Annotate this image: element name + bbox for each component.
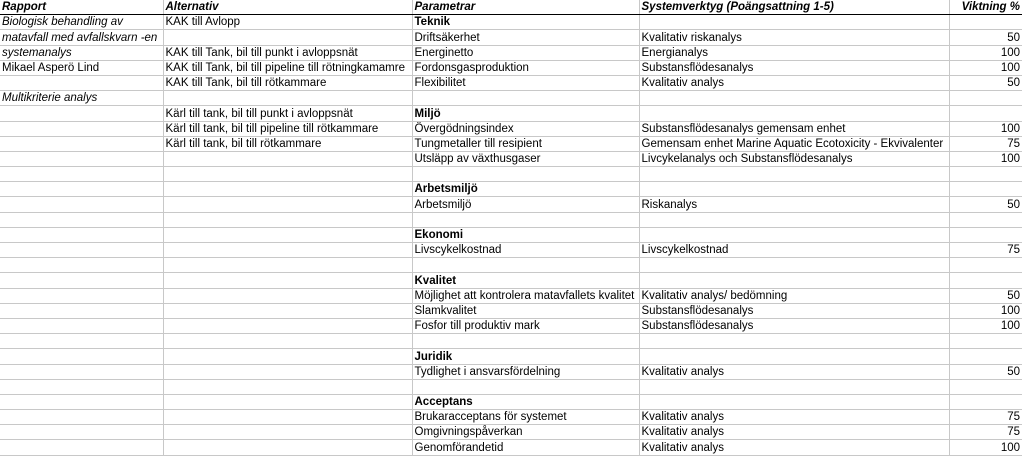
table-row xyxy=(0,318,1022,333)
cell-viktning[interactable]: 50 xyxy=(949,288,1022,303)
cell-viktning[interactable] xyxy=(949,227,1022,242)
table-row xyxy=(0,410,1022,425)
cell-viktning[interactable] xyxy=(949,334,1022,349)
cell-parameter[interactable]: Arbetsmiljö xyxy=(412,197,639,212)
cell-systemverktyg[interactable]: Kvalitativ analys xyxy=(639,410,949,425)
cell-viktning[interactable] xyxy=(949,182,1022,197)
cell-rapport[interactable] xyxy=(0,349,163,364)
cell-rapport[interactable]: matavfall med avfallskvarn -en xyxy=(0,30,163,45)
cell-rapport[interactable] xyxy=(0,303,163,318)
cell-alternativ[interactable] xyxy=(163,303,412,318)
cell-viktning[interactable] xyxy=(949,15,1022,30)
table-row xyxy=(0,45,1022,60)
cell-alternativ[interactable] xyxy=(163,212,412,227)
cell-systemverktyg[interactable]: Kvalitativ analys xyxy=(639,75,949,90)
cell-alternativ[interactable]: Kärl till tank, bil till pipeline till rötkammare xyxy=(163,121,412,136)
cell-alternativ[interactable]: KAK till Tank, bil till punkt i avloppsnät xyxy=(163,45,412,60)
cell-parameter[interactable]: Slamkvalitet xyxy=(412,303,639,318)
cell-systemverktyg[interactable]: Energianalys xyxy=(639,45,949,60)
table-row xyxy=(0,425,1022,440)
cell-rapport[interactable] xyxy=(0,425,163,440)
cell-viktning[interactable]: 75 xyxy=(949,425,1022,440)
cell-rapport[interactable] xyxy=(0,182,163,197)
cell-viktning[interactable]: 100 xyxy=(949,318,1022,333)
table-row xyxy=(0,334,1022,349)
header-cell-rapport[interactable]: Rapport xyxy=(0,0,163,15)
cell-rapport[interactable]: systemanalys xyxy=(0,45,163,60)
cell-viktning[interactable]: 50 xyxy=(949,75,1022,90)
cell-rapport[interactable] xyxy=(0,410,163,425)
cell-rapport[interactable]: Biologisk behandling av xyxy=(0,15,163,30)
table-row xyxy=(0,303,1022,318)
cell-viktning[interactable] xyxy=(949,212,1022,227)
table-row xyxy=(0,167,1022,182)
cell-parameter[interactable]: Genomförandetid xyxy=(412,440,639,455)
cell-systemverktyg[interactable] xyxy=(639,167,949,182)
cell-systemverktyg[interactable]: Substansflödesanalys gemensam enhet xyxy=(639,121,949,136)
header-cell-viktning[interactable]: Viktning % xyxy=(949,0,1022,15)
cell-viktning[interactable] xyxy=(949,394,1022,409)
cell-alternativ[interactable] xyxy=(163,349,412,364)
table-row xyxy=(0,121,1022,136)
cell-systemverktyg[interactable]: Kvalitativ analys/ bedömning xyxy=(639,288,949,303)
cell-viktning[interactable]: 100 xyxy=(949,151,1022,166)
cell-rapport[interactable] xyxy=(0,288,163,303)
header-row xyxy=(0,0,1022,15)
table-row xyxy=(0,15,1022,30)
cell-alternativ[interactable] xyxy=(163,151,412,166)
cell-systemverktyg[interactable] xyxy=(639,182,949,197)
cell-parameter[interactable]: Tydlighet i ansvarsfördelning xyxy=(412,364,639,379)
cell-parameter[interactable]: Driftsäkerhet xyxy=(412,30,639,45)
cell-parameter[interactable]: Livscykelkostnad xyxy=(412,243,639,258)
cell-rapport[interactable] xyxy=(0,440,163,455)
cell-parameter[interactable]: Teknik xyxy=(412,15,639,30)
cell-rapport[interactable]: Mikael Asperö Lind xyxy=(0,60,163,75)
cell-viktning[interactable]: 75 xyxy=(949,410,1022,425)
cell-parameter[interactable] xyxy=(412,258,639,273)
cell-systemverktyg[interactable] xyxy=(639,349,949,364)
cell-alternativ[interactable] xyxy=(163,288,412,303)
cell-alternativ[interactable] xyxy=(163,379,412,394)
cell-parameter[interactable]: Utsläpp av växthusgaser xyxy=(412,151,639,166)
cell-parameter[interactable]: Miljö xyxy=(412,106,639,121)
cell-alternativ[interactable] xyxy=(163,425,412,440)
cell-systemverktyg[interactable]: Livscykelkostnad xyxy=(639,243,949,258)
cell-alternativ[interactable] xyxy=(163,364,412,379)
cell-rapport[interactable] xyxy=(0,167,163,182)
cell-viktning[interactable] xyxy=(949,379,1022,394)
table-row xyxy=(0,394,1022,409)
cell-systemverktyg[interactable]: Gemensam enhet Marine Aquatic Ecotoxicity - Ekvivalenter xyxy=(639,136,949,151)
cell-systemverktyg[interactable] xyxy=(639,15,949,30)
cell-systemverktyg[interactable]: Kvalitativ analys xyxy=(639,425,949,440)
table-row xyxy=(0,197,1022,212)
cell-parameter[interactable] xyxy=(412,212,639,227)
cell-alternativ[interactable] xyxy=(163,334,412,349)
table-row xyxy=(0,288,1022,303)
cell-systemverktyg[interactable]: Livcykelanalys och Substansflödesanalys xyxy=(639,151,949,166)
cell-rapport[interactable] xyxy=(0,258,163,273)
table-row xyxy=(0,136,1022,151)
table-row xyxy=(0,106,1022,121)
cell-systemverktyg[interactable]: Kvalitativ analys xyxy=(639,440,949,455)
header-cell-systemverktyg[interactable]: Systemverktyg (Poängsattning 1-5) xyxy=(639,0,949,15)
cell-parameter[interactable]: Ekonomi xyxy=(412,227,639,242)
cell-alternativ[interactable] xyxy=(163,30,412,45)
cell-parameter[interactable]: Energinetto xyxy=(412,45,639,60)
header-cell-parametrar[interactable]: Parametrar xyxy=(412,0,639,15)
cell-viktning[interactable] xyxy=(949,91,1022,106)
cell-viktning[interactable]: 75 xyxy=(949,136,1022,151)
cell-alternativ[interactable] xyxy=(163,258,412,273)
cell-viktning[interactable] xyxy=(949,273,1022,288)
cell-viktning[interactable]: 50 xyxy=(949,197,1022,212)
cell-viktning[interactable]: 100 xyxy=(949,303,1022,318)
cell-parameter[interactable] xyxy=(412,379,639,394)
cell-parameter[interactable] xyxy=(412,167,639,182)
cell-alternativ[interactable]: Kärl till tank, bil till punkt i avloppsnät xyxy=(163,106,412,121)
table-row xyxy=(0,75,1022,90)
cell-viktning[interactable]: 50 xyxy=(949,364,1022,379)
table-row xyxy=(0,364,1022,379)
cell-rapport[interactable] xyxy=(0,197,163,212)
cell-rapport[interactable] xyxy=(0,106,163,121)
cell-systemverktyg[interactable]: Substansflödesanalys xyxy=(639,60,949,75)
table-row xyxy=(0,151,1022,166)
cell-parameter[interactable]: Kvalitet xyxy=(412,273,639,288)
cell-systemverktyg[interactable] xyxy=(639,212,949,227)
cell-alternativ[interactable]: KAK till Tank, bil till rötkammare xyxy=(163,75,412,90)
cell-alternativ[interactable] xyxy=(163,91,412,106)
cell-alternativ[interactable] xyxy=(163,243,412,258)
cell-alternativ[interactable] xyxy=(163,227,412,242)
cell-systemverktyg[interactable] xyxy=(639,379,949,394)
cell-viktning[interactable]: 100 xyxy=(949,121,1022,136)
table-row xyxy=(0,258,1022,273)
cell-rapport[interactable] xyxy=(0,136,163,151)
cell-parameter[interactable]: Omgivningspåverkan xyxy=(412,425,639,440)
cell-systemverktyg[interactable]: Substansflödesanalys xyxy=(639,318,949,333)
cell-parameter[interactable]: Acceptans xyxy=(412,394,639,409)
cell-alternativ[interactable] xyxy=(163,182,412,197)
cell-viktning[interactable] xyxy=(949,258,1022,273)
cell-viktning[interactable] xyxy=(949,349,1022,364)
table-row xyxy=(0,273,1022,288)
cell-systemverktyg[interactable] xyxy=(639,227,949,242)
cell-viktning[interactable]: 100 xyxy=(949,440,1022,455)
cell-viktning[interactable] xyxy=(949,106,1022,121)
cell-rapport[interactable] xyxy=(0,379,163,394)
table-row xyxy=(0,349,1022,364)
cell-alternativ[interactable] xyxy=(163,273,412,288)
cell-alternativ[interactable] xyxy=(163,318,412,333)
cell-systemverktyg[interactable] xyxy=(639,91,949,106)
cell-systemverktyg[interactable] xyxy=(639,106,949,121)
cell-alternativ[interactable]: Kärl till tank, bil till rötkammare xyxy=(163,136,412,151)
cell-rapport[interactable] xyxy=(0,273,163,288)
cell-parameter[interactable]: Fordonsgasproduktion xyxy=(412,60,639,75)
cell-viktning[interactable]: 100 xyxy=(949,45,1022,60)
cell-systemverktyg[interactable] xyxy=(639,273,949,288)
cell-parameter[interactable]: Fosfor till produktiv mark xyxy=(412,318,639,333)
cell-parameter[interactable]: Arbetsmiljö xyxy=(412,182,639,197)
cell-systemverktyg[interactable] xyxy=(639,394,949,409)
table-row xyxy=(0,91,1022,106)
cell-rapport[interactable] xyxy=(0,318,163,333)
cell-rapport[interactable] xyxy=(0,364,163,379)
cell-alternativ[interactable] xyxy=(163,440,412,455)
cell-viktning[interactable]: 75 xyxy=(949,243,1022,258)
cell-alternativ[interactable]: KAK till Tank, bil till pipeline till rötningkamamre xyxy=(163,60,412,75)
cell-parameter[interactable]: Juridik xyxy=(412,349,639,364)
cell-rapport[interactable] xyxy=(0,151,163,166)
cell-rapport[interactable] xyxy=(0,394,163,409)
table-row xyxy=(0,243,1022,258)
cell-rapport[interactable] xyxy=(0,75,163,90)
cell-parameter[interactable] xyxy=(412,91,639,106)
cell-rapport[interactable] xyxy=(0,121,163,136)
cell-parameter[interactable] xyxy=(412,334,639,349)
cell-rapport[interactable] xyxy=(0,227,163,242)
table-row xyxy=(0,227,1022,242)
table-row xyxy=(0,30,1022,45)
cell-rapport[interactable] xyxy=(0,334,163,349)
cell-alternativ[interactable] xyxy=(163,410,412,425)
cell-systemverktyg[interactable]: Kvalitativ analys xyxy=(639,364,949,379)
cell-parameter[interactable]: Tungmetaller till resipient xyxy=(412,136,639,151)
cell-rapport[interactable] xyxy=(0,212,163,227)
cell-alternativ[interactable] xyxy=(163,394,412,409)
cell-alternativ[interactable] xyxy=(163,197,412,212)
cell-parameter[interactable]: Övergödningsindex xyxy=(412,121,639,136)
table-row xyxy=(0,379,1022,394)
table-row xyxy=(0,212,1022,227)
cell-viktning[interactable]: 50 xyxy=(949,30,1022,45)
cell-alternativ[interactable]: KAK till Avlopp xyxy=(163,15,412,30)
cell-viktning[interactable]: 100 xyxy=(949,60,1022,75)
cell-rapport[interactable] xyxy=(0,243,163,258)
cell-systemverktyg[interactable]: Substansflödesanalys xyxy=(639,303,949,318)
cell-parameter[interactable]: Möjlighet att kontrolera matavfallets kvalitet xyxy=(412,288,639,303)
cell-systemverktyg[interactable]: Kvalitativ riskanalys xyxy=(639,30,949,45)
cell-viktning[interactable] xyxy=(949,167,1022,182)
table-row xyxy=(0,440,1022,455)
header-cell-alternativ[interactable]: Alternativ xyxy=(163,0,412,15)
cell-rapport[interactable]: Multikriterie analys xyxy=(0,91,163,106)
cell-systemverktyg[interactable]: Riskanalys xyxy=(639,197,949,212)
cell-parameter[interactable]: Brukaracceptans för systemet xyxy=(412,410,639,425)
cell-parameter[interactable]: Flexibilitet xyxy=(412,75,639,90)
cell-systemverktyg[interactable] xyxy=(639,334,949,349)
table-row xyxy=(0,182,1022,197)
table-row xyxy=(0,60,1022,75)
cell-alternativ[interactable] xyxy=(163,167,412,182)
cell-systemverktyg[interactable] xyxy=(639,258,949,273)
